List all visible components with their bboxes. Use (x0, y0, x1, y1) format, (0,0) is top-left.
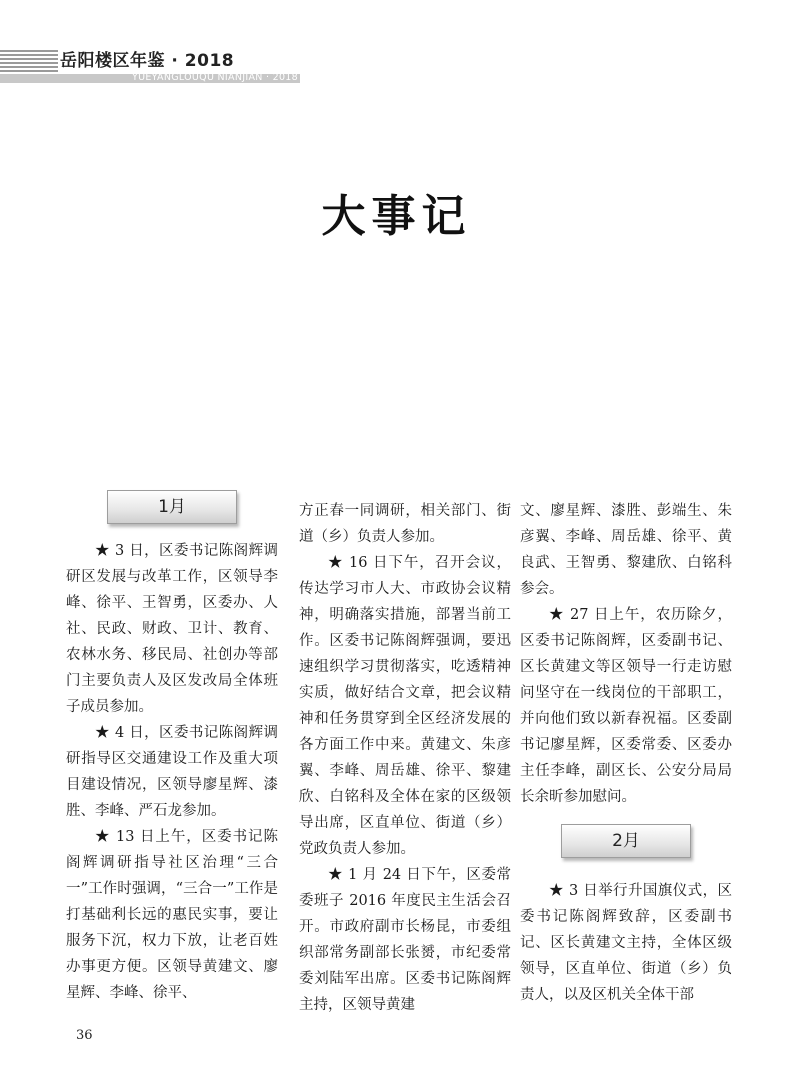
entry-paragraph-continued: 文、廖星辉、漆胜、彭端生、朱彦翼、李峰、周岳雄、徐平、黄良武、王智勇、黎建欣、白铭科参会。 (520, 503, 732, 597)
entry-paragraph: ★ 1 月 24 日下午，区委常委班子 2016 年度民主生活会召开。市政府副市长杨昆，市委组织部常务副部长张赟，市纪委常委刘陆军出席。区委书记陈阁辉主持，区领导黄建 (299, 867, 511, 1013)
entry-paragraph: ★ 27 日上午，农历除夕，区委书记陈阁辉，区委副书记、区长黄建文等区领导一行走访慰问坚守在一线岗位的干部职工，并向他们致以新春祝福。区委副书记廖星辉，区委常委、区委办主任李峰，副区长、公安分局局长余昕参加慰问。 (520, 607, 732, 805)
header-title: 岳阳楼区年鉴 · 2018 (60, 51, 235, 71)
page-title: 大事记 (321, 191, 472, 242)
entry-paragraph: ★ 3 日，区委书记陈阁辉调研区发展与改革工作，区领导李峰、徐平、王智勇，区委办、人社、民政、财政、卫计、教育、农林水务、移民局、社创办等部门主要负责人及区发改局全体班子成员参加。 (66, 543, 278, 715)
month-heading-january: 1月 (107, 490, 237, 524)
entry-paragraph: ★ 3 日举行升国旗仪式，区委书记陈阁辉致辞，区委副书记、区长黄建文主持，全体区级领导，区直单位、街道（乡）负责人，以及区机关全体干部 (520, 883, 732, 1003)
entry-paragraph: ★ 4 日，区委书记陈阁辉调研指导区交通建设工作及重大项目建设情况，区领导廖星辉、漆胜、李峰、严石龙参加。 (66, 725, 278, 819)
running-header (0, 44, 793, 94)
column-2 (299, 498, 511, 1018)
page-number: 36 (76, 1028, 93, 1043)
entry-paragraph: ★ 13 日上午，区委书记陈阁辉调研指导社区治理“三合一”工作时强调，“三合一”工作是打基础利长远的惠民实事，要让服务下沉，权力下放，让老百姓办事更方便。区领导黄建文、廖星辉、李峰、徐平、 (66, 829, 278, 1001)
column-3 (520, 498, 732, 1008)
entry-paragraph-continued: 方正春一同调研，相关部门、街道（乡）负责人参加。 (299, 503, 511, 545)
month-heading-february: 2月 (561, 824, 691, 858)
header-subtitle: YUEYANGLOUQU NIANJIAN · 2018 (132, 72, 298, 83)
entry-paragraph: ★ 16 日下午，召开会议，传达学习市人大、市政协会议精神，明确落实措施，部署当前工作。区委书记陈阁辉强调，要迅速组织学习贯彻落实，吃透精神实质，做好结合文章，把会议精神和任务贯穿到全区经济发展的各方面工作中来。黄建文、朱彦翼、李峰、周岳雄、徐平、黎建欣、白铭科及全体在家的区级领导出席，区直单位、街道（乡）党政负责人参加。 (299, 555, 511, 857)
column-1 (66, 490, 278, 1006)
